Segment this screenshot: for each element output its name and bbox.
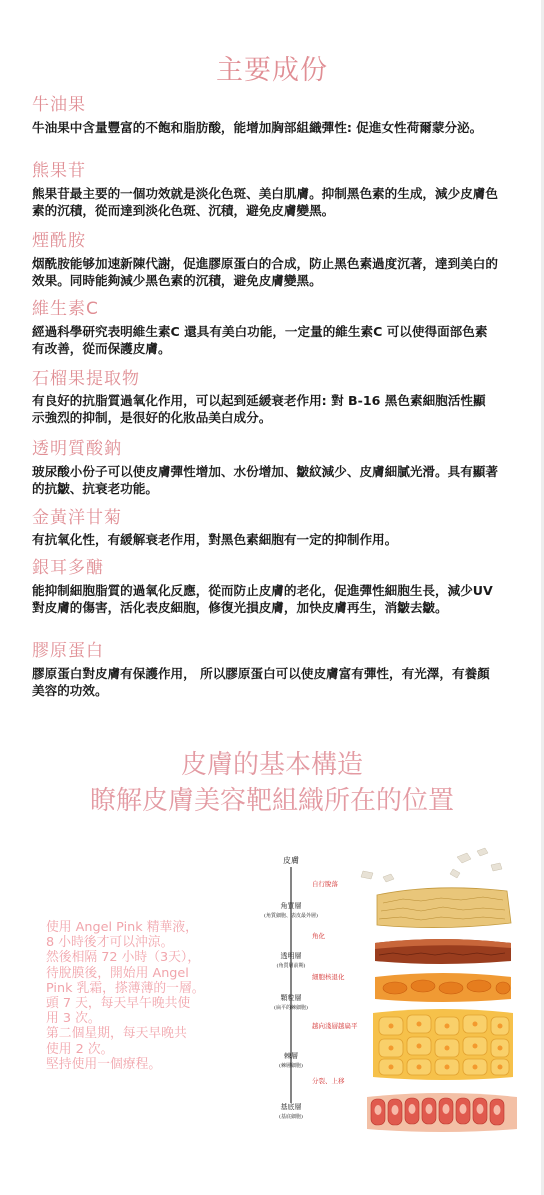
instruction-line: 用 3 次。 — [46, 1011, 101, 1027]
instruction-line: 堅持使用一個療程。 — [46, 1056, 162, 1072]
usage-instructions — [46, 920, 221, 1072]
instruction-line: 然後相隔 72 小時（3天）， — [46, 950, 201, 966]
ingredient-name-vitamin-c: 維生素C — [32, 299, 99, 319]
instruction-line: 頭 7 天，每天早午晚共使 — [46, 996, 191, 1012]
ingredient-desc-pomegranate: 有良好的抗脂質過氧化作用，可以起到延緩衰老作用: 對 B-16 黑色素細胞活性顯示強烈的抑制，是很好的化妝品美白成分。 — [32, 393, 486, 425]
svg-text:(扁平的棘細胞): (扁平的棘細胞) — [274, 1005, 308, 1011]
svg-text:(角質層前期): (角質層前期) — [276, 963, 306, 969]
ingredient-name-hyaluronate: 透明質酸鈉 — [32, 439, 122, 459]
ingredient-desc-collagen: 膠原蛋白對皮膚有保護作用， 所以膠原蛋白可以使皮膚富有彈性，有光澤，有養顏美容的功效。 — [32, 666, 490, 698]
skin-structure-diagram — [255, 845, 535, 1135]
layer-label-stratum-basale — [279, 1102, 303, 1120]
note-flatten: 越向淺層越扁平 — [312, 1022, 358, 1030]
skin-title-line1: 皮膚的基本構造 — [180, 750, 363, 780]
note-keratinize: 角化 — [312, 932, 325, 940]
svg-text:(基底細胞): (基底細胞) — [279, 1114, 303, 1120]
layer-illustration-stratum-lucidum — [375, 939, 511, 964]
skin-title-line2: 瞭解皮膚美容靶組織所在的位置 — [89, 786, 454, 816]
ingredient-name-arbutin: 熊果苷 — [32, 161, 86, 181]
ingredient-name-collagen: 膠原蛋白 — [32, 641, 104, 661]
instruction-line: 待脫膜後，開始用 Angel — [46, 965, 189, 981]
layer-illustration-stratum-corneum — [377, 888, 511, 928]
svg-text:角質層: 角質層 — [280, 902, 302, 910]
svg-text:顆粒層: 顆粒層 — [280, 994, 302, 1002]
note-shed: 自行脫落 — [312, 880, 338, 888]
instruction-line: 使用 2 次。 — [46, 1041, 114, 1057]
ingredient-desc-chamomile: 有抗氧化性，有緩解衰老作用，對黑色素細胞有一定的抑制作用。 — [32, 532, 398, 547]
instruction-line: 使用 Angel Pink 精華液， — [46, 920, 198, 935]
svg-text:透明層: 透明層 — [280, 952, 302, 960]
ingredient-name-pomegranate: 石榴果提取物 — [32, 369, 140, 389]
shedding-flakes-illustration — [361, 848, 502, 882]
diagram-top-label: 皮膚 — [283, 856, 299, 865]
ingredient-name-chamomile: 金黃洋甘菊 — [32, 508, 122, 528]
instruction-line: Pink 乳霜，搽薄薄的一層。 — [46, 980, 205, 996]
ingredient-desc-avocado: 牛油果中含量豐富的不飽和脂肪酸，能增加胸部組織彈性: 促進女性荷爾蒙分泌。 — [32, 120, 483, 135]
ingredient-desc-hyaluronate: 玻尿酸小份子可以使皮膚彈性增加、水份增加、皺紋減少、皮膚細膩光滑。具有顯著的抗皺、抗衰老功能。 — [32, 464, 498, 496]
layer-illustration-stratum-granulosum — [375, 973, 511, 1002]
note-nucleus-degenerate: 細胞核退化 — [312, 973, 345, 981]
instruction-line: 8 小時後才可以沖涼。 — [46, 935, 174, 951]
svg-text:(棘層細胞): (棘層細胞) — [279, 1063, 303, 1069]
svg-text:基底層: 基底層 — [280, 1103, 302, 1111]
layer-illustration-stratum-basale — [367, 1093, 517, 1132]
ingredient-name-avocado: 牛油果 — [32, 95, 86, 115]
instruction-line: 第二個星期，每天早晚共 — [46, 1026, 187, 1042]
main-title: 主要成份 — [216, 55, 328, 86]
ingredient-desc-niacinamide: 烟酰胺能够加速新陳代謝，促進膠原蛋白的合成，防止黑色素過度沉著，達到美白的效果。同時能夠減少黑色素的沉積，避免皮膚變黑。 — [32, 256, 498, 288]
ingredient-desc-arbutin: 熊果苷最主要的一個功效就是淡化色斑、美白肌膚。抑制黑色素的生成，減少皮膚色素的沉積，從而達到淡化色斑、沉積，避免皮膚變黑。 — [32, 186, 498, 218]
ingredient-desc-tremella: 能抑制細胞脂質的過氧化反應，從而防止皮膚的老化，促進彈性細胞生長，減少UV對皮膚的傷害，活化表皮細胞，修復光損皮膚，加快皮膚再生，消皺去皺。 — [32, 583, 493, 615]
ingredient-name-tremella: 銀耳多醣 — [32, 558, 104, 578]
svg-text:棘層: 棘層 — [284, 1052, 298, 1060]
layer-illustration-stratum-spinosum — [373, 1009, 513, 1080]
ingredient-desc-vitamin-c: 經過科學研究表明維生素C 還具有美白功能，一定量的維生素C 可以使得面部色素有改善，從而保護皮膚。 — [32, 324, 488, 356]
svg-text:(角質細胞、表皮最外層): (角質細胞、表皮最外層) — [264, 913, 318, 919]
note-divide-migrate: 分裂、上移 — [312, 1077, 345, 1085]
ingredient-name-niacinamide: 煙酰胺 — [32, 231, 86, 251]
